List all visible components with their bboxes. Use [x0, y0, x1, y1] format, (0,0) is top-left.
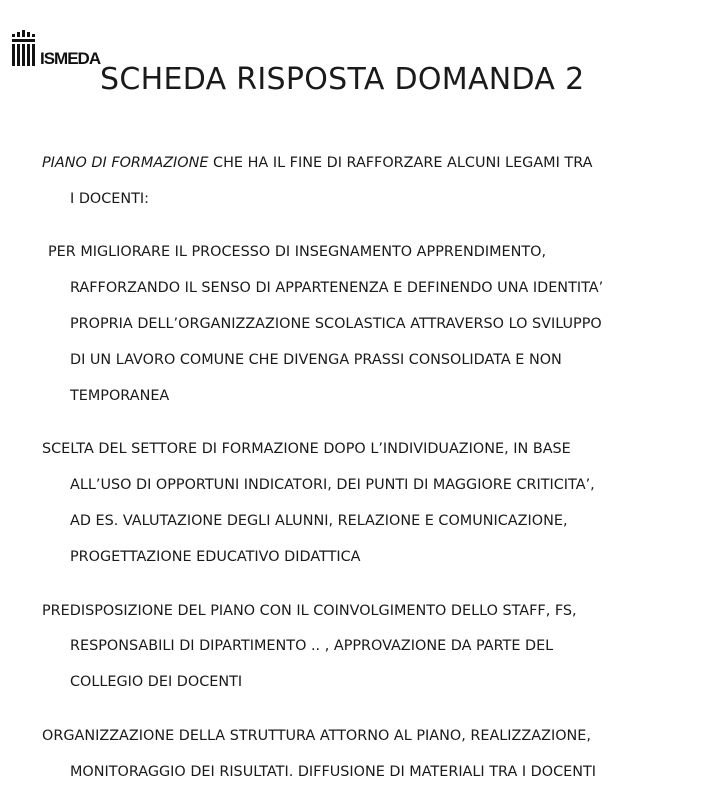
- paragraph-line: COLLEGIO DEI DOCENTI: [70, 674, 243, 691]
- paragraph-line: ALL’USO DI OPPORTUNI INDICATORI, DEI PUNTI DI MAGGIORE CRITICITA’,: [70, 477, 595, 494]
- paragraph-line: AD ES. VALUTAZIONE DEGLI ALUNNI, RELAZIONE E COMUNICAZIONE,: [70, 513, 568, 530]
- paragraph-line: SCELTA DEL SETTORE DI FORMAZIONE DOPO L’INDIVIDUAZIONE, IN BASE: [42, 441, 571, 458]
- paragraph-line: RESPONSABILI DI DIPARTIMENTO .. , APPROVAZIONE DA PARTE DEL: [70, 638, 554, 655]
- paragraph-line: TEMPORANEA: [70, 387, 170, 404]
- paragraph-line: [42, 155, 697, 173]
- paragraph-miglioramento: [42, 227, 697, 424]
- paragraph-line: PER MIGLIORARE IL PROCESSO DI INSEGNAMENTO APPRENDIMENTO,: [48, 244, 547, 261]
- paragraph-line: I DOCENTI:: [70, 190, 150, 207]
- paragraph-line: RAFFORZANDO IL SENSO DI APPARTENENZA E DEFINENDO UNA IDENTITA’: [70, 280, 604, 297]
- paragraph-line: PROGETTAZIONE EDUCATIVO DIDATTICA: [70, 548, 361, 565]
- paragraph-predisposizione: [42, 585, 697, 710]
- logo-wordmark: ISMEDA: [40, 49, 101, 68]
- paragraph-line: MONITORAGGIO DEI RISULTATI. DIFFUSIONE DI MATERIALI TRA I DOCENTI: [70, 763, 597, 780]
- paragraph-line: PREDISPOSIZIONE DEL PIANO CON IL COINVOLGIMENTO DELLO STAFF, FS,: [42, 602, 577, 619]
- paragraph-line: PROPRIA DELL’ORGANIZZAZIONE SCOLASTICA ATTRAVERSO LO SVILUPPO: [70, 316, 602, 333]
- paragraph-scelta-settore: [42, 424, 697, 585]
- paragraph-organizzazione: [42, 710, 697, 800]
- emphasis-text: PIANO DI FORMAZIONE: [42, 154, 209, 171]
- paragraph-line: DI UN LAVORO COMUNE CHE DIVENGA PRASSI CONSOLIDATA E NON: [70, 351, 562, 368]
- slide-body: [42, 137, 697, 800]
- paragraph-piano-formazione: [42, 137, 697, 227]
- line-text: CHE HA IL FINE DI RAFFORZARE ALCUNI LEGAMI TRA: [208, 154, 593, 171]
- paragraph-line: ORGANIZZAZIONE DELLA STRUTTURA ATTORNO AL PIANO, REALIZZAZIONE,: [42, 727, 591, 744]
- slide-title: SCHEDA RISPOSTA DOMANDA 2: [100, 62, 585, 97]
